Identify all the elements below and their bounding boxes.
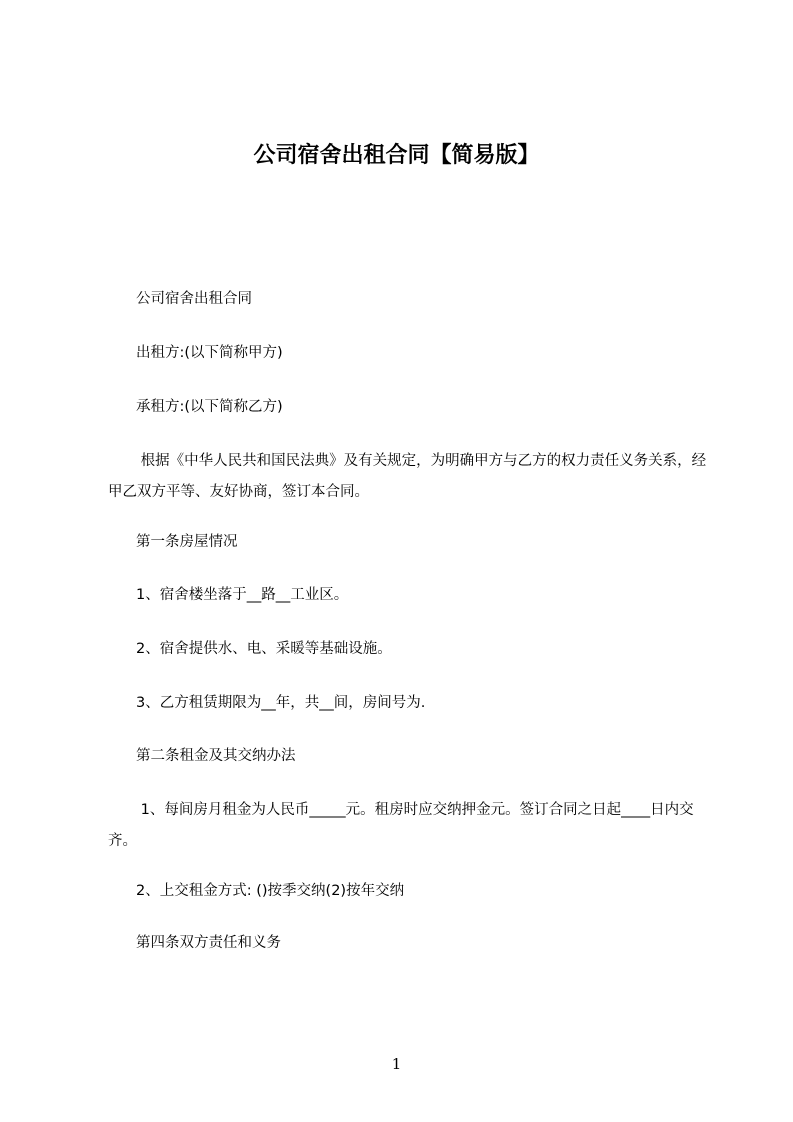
paragraph-preamble: 根据《中华人民共和国民法典》及有关规定，为明确甲方与乙方的权力责任义务关系，经甲乙双方平等、友好协商，签订本合同。 bbox=[108, 453, 707, 500]
clause-1-3: 3、乙方租赁期限为__年，共__间，房间号为. bbox=[136, 695, 426, 711]
page-number: 1 bbox=[391, 1055, 402, 1073]
clause-1-2: 2、宿舍提供水、电、采暖等基础设施。 bbox=[136, 641, 392, 657]
paragraph-lessee: 承租方:(以下简称乙方) bbox=[136, 399, 283, 415]
paragraph-lessor: 出租方:(以下简称甲方) bbox=[136, 345, 283, 361]
section-heading-2: 第二条租金及其交纳办法 bbox=[136, 748, 296, 764]
clause-1-1: 1、宿舍楼坐落于__路__工业区。 bbox=[136, 587, 349, 603]
paragraph-contract-name: 公司宿舍出租合同 bbox=[136, 291, 252, 307]
clause-2-1: 1、每间房月租金为人民币_____元。租房时应交纳押金元。签订合同之日起____日内交齐。 bbox=[108, 802, 694, 849]
clause-2-2: 2、上交租金方式: ()按季交纳(2)按年交纳 bbox=[136, 883, 405, 899]
document-title: 公司宿舍出租合同【简易版】 bbox=[253, 143, 540, 168]
section-heading-1: 第一条房屋情况 bbox=[136, 534, 238, 550]
section-heading-4: 第四条双方责任和义务 bbox=[136, 935, 281, 951]
